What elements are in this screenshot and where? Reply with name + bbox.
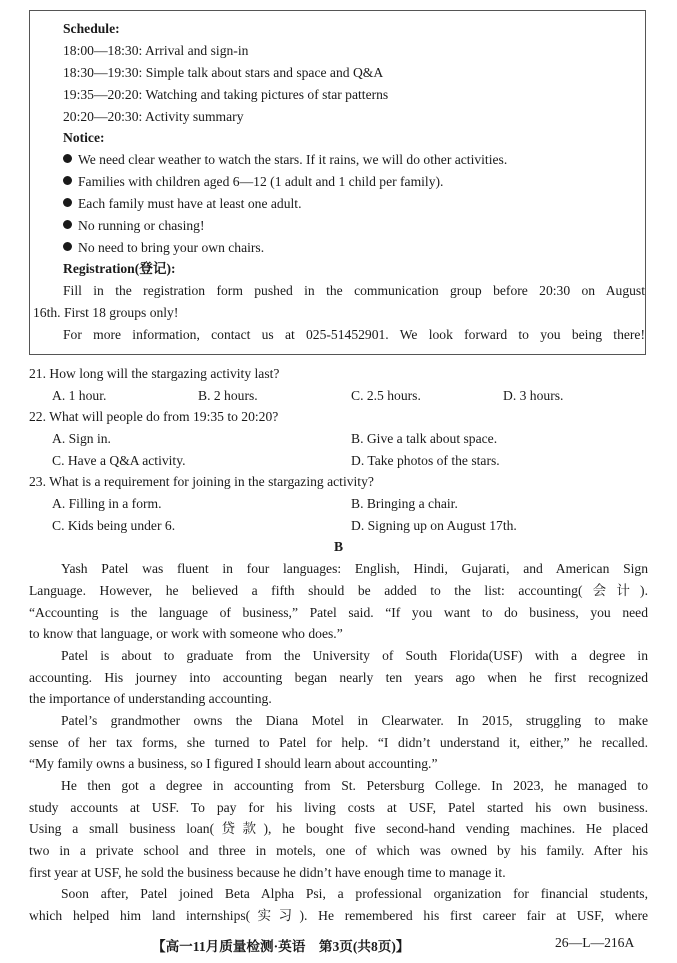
question-option: A. Filling in a form. [52, 496, 162, 511]
notice-item: No running or chasing! [63, 217, 204, 235]
question-option: A. 1 hour. [52, 388, 107, 403]
notice-item: We need clear weather to watch the stars. If it rains, we will do other activities. [63, 151, 507, 169]
bullet-icon [63, 154, 72, 163]
registration-text: Fill in the registration form pushed in the communication group before 20:30 on August [63, 283, 645, 298]
question-option: B. Give a talk about space. [351, 431, 498, 446]
passage-line: the importance of understanding accounting. [29, 691, 272, 706]
question-option: C. Kids being under 6. [52, 518, 176, 533]
passage-line: Language. However, he believed a fifth should be added to the list: accounting(会计). [29, 583, 648, 598]
schedule-item: 18:00—18:30: Arrival and sign-in [63, 43, 249, 58]
bullet-icon [63, 242, 72, 251]
bullet-icon [63, 220, 72, 229]
notice-item: Families with children aged 6—12 (1 adult and 1 child per family). [63, 173, 443, 191]
passage-line: two in a private school and three in motels, one of which was owned by his family. After his [29, 843, 648, 858]
notice-item: Each family must have at least one adult. [63, 195, 301, 213]
registration-heading: Registration(登记): [63, 261, 176, 276]
question-stem: 23. What is a requirement for joining in the stargazing activity? [29, 474, 374, 489]
question-stem: 21. How long will the stargazing activity last? [29, 366, 280, 381]
notice-heading: Notice: [63, 130, 105, 145]
passage-line: Patel is about to graduate from the University of South Florida(USF) with a degree in [61, 648, 648, 663]
question-option: B. 2 hours. [198, 388, 258, 403]
question-option: C. 2.5 hours. [351, 388, 421, 403]
passage-line: study accounts at USF. To pay for his living costs at USF, Patel started his own business. [29, 800, 648, 815]
question-option: C. Have a Q&A activity. [52, 453, 186, 468]
section-label: B [334, 539, 344, 554]
schedule-item: 19:35—20:20: Watching and taking pictures of star patterns [63, 87, 389, 102]
passage-line: Using a small business loan(贷款), he bought five second-hand vending machines. He placed [29, 821, 648, 836]
passage-line: Soon after, Patel joined Beta Alpha Psi, a professional organization for financial students, [61, 886, 648, 901]
registration-text: 16th. First 18 groups only! [33, 305, 179, 320]
question-option: A. Sign in. [52, 431, 111, 446]
notice-item: No need to bring your own chairs. [63, 239, 264, 257]
schedule-item: 18:30—19:30: Simple talk about stars and space and Q&A [63, 65, 384, 80]
contact-text: For more information, contact us at 025-51452901. We look forward to you being there! [63, 327, 645, 342]
footer-code: 26—L—216A [555, 935, 635, 950]
passage-line: first year at USF, he sold the business because he didn’t have enough time to manage it. [29, 865, 506, 880]
schedule-heading: Schedule: [63, 21, 120, 36]
question-option: D. 3 hours. [503, 388, 564, 403]
question-option: D. Signing up on August 17th. [351, 518, 517, 533]
question-option: B. Bringing a chair. [351, 496, 458, 511]
question-option: D. Take photos of the stars. [351, 453, 500, 468]
bullet-icon [63, 198, 72, 207]
footer-title: 【高一11月质量检测·英语 第3页(共8页)】 [152, 939, 410, 954]
schedule-item: 20:20—20:30: Activity summary [63, 109, 244, 124]
passage-line: which helped him land internships(实习). He remembered his first career fair at USF, where [29, 908, 648, 923]
passage-line: Yash Patel was fluent in four languages: English, Hindi, Gujarati, and American Sign [61, 561, 648, 576]
passage-line: Patel’s grandmother owns the Diana Motel in Clearwater. In 2015, struggling to make [61, 713, 648, 728]
bullet-icon [63, 176, 72, 185]
passage-line: sense of her tax forms, she turned to Patel for help. “I didn’t understand it, either,” he recalled. [29, 735, 648, 750]
passage-line: accounting. His journey into accounting began nearly ten years ago when he first recognized [29, 670, 648, 685]
passage-line: “Accounting is the language of business,” Patel said. “If you want to do business, you need [29, 605, 648, 620]
question-stem: 22. What will people do from 19:35 to 20:20? [29, 409, 279, 424]
passage-line: “My family owns a business, so I figured I should learn about accounting.” [29, 756, 438, 771]
passage-line: to know that language, or work with someone who does.” [29, 626, 343, 641]
passage-line: He then got a degree in accounting from St. Petersburg College. In 2023, he managed to [61, 778, 648, 793]
